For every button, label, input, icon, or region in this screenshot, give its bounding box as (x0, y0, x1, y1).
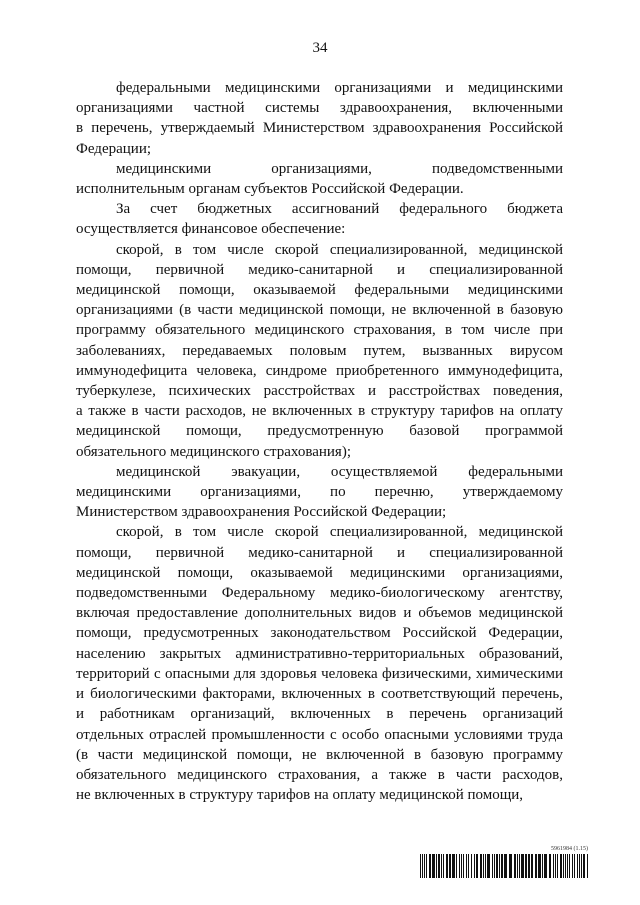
text-line: медицинской помощи, предусмотренную базовой программой (76, 423, 563, 440)
text-line: помощи, первичной медико-санитарной и специализированной (76, 261, 563, 278)
text-line: заболеваниях, передаваемых половым путем, вызванных вирусом (76, 342, 563, 359)
text-line: и биологическими факторами, включенных в соответствующий перечень, (76, 686, 563, 703)
paragraph (76, 522, 563, 805)
text-line: медицинской помощи, оказываемой медицинскими организациями, (76, 564, 563, 581)
paragraph (76, 199, 563, 239)
text-line: медицинской эвакуации, осуществляемой федеральными (116, 463, 563, 480)
text-line: (в части медицинской помощи, не включенной в базовую программу (76, 746, 563, 763)
text-line: исполнительным органам субъектов Российской Федерации. (76, 181, 464, 198)
text-line: иммунодефицита человека, синдроме приобретенного иммунодефицита, (76, 362, 563, 379)
text-line: медицинскими организациями, по перечню, утверждаемому (76, 484, 563, 501)
text-line: отдельных отраслей промышленности с особо опасными условиями труда (76, 726, 563, 743)
text-line: За счет бюджетных ассигнований федерального бюджета (116, 201, 563, 218)
text-line: федеральными медицинскими организациями и медицинскими (116, 80, 563, 96)
text-line: помощи, первичной медико-санитарной и специализированной (76, 544, 563, 561)
text-line: организациями (в части медицинской помощи, не включенной в базовую (76, 302, 563, 319)
barcode (420, 854, 588, 878)
text-line: в перечень, утверждаемый Министерством здравоохранения Российской (76, 120, 563, 137)
paragraph (76, 78, 563, 159)
paragraph (76, 159, 563, 199)
text-line: обязательного медицинского страхования); (76, 443, 351, 460)
text-line: Федерации; (76, 140, 152, 157)
text-line: организациями частной системы здравоохранения, включенными (76, 100, 563, 117)
text-line: а также в части расходов, не включенных в структуру тарифов на оплату (76, 403, 563, 420)
text-line: туберкулезе, психических расстройствах и расстройствах поведения, (76, 383, 563, 400)
text-line: включая предоставление дополнительных видов и объемов медицинской (76, 605, 563, 622)
text-line: помощи, предусмотренных законодательством Российской Федерации, (76, 625, 563, 642)
text-line: скорой, в том числе скорой специализированной, медицинской (116, 524, 563, 541)
text-line: не включенных в структуру тарифов на оплату медицинской помощи, (76, 787, 524, 804)
paragraph (76, 462, 563, 523)
text-line: осуществляется финансовое обеспечение: (76, 221, 346, 238)
text-line: подведомственными Федеральному медико-биологическому агентству, (76, 585, 563, 602)
document-stamp: 5961984 (1.15) (551, 846, 588, 852)
text-line: Министерством здравоохранения Российской Федерации; (76, 504, 447, 521)
text-line: медицинскими организациями, подведомственными (116, 160, 563, 177)
text-line: населению закрытых административно-территориальных образований, (76, 645, 563, 662)
text-line: программу обязательного медицинского страхования, в том числе при (76, 322, 563, 339)
text-line: медицинской помощи, оказываемой федеральными медицинскими (76, 282, 563, 299)
text-line: и работникам организаций, включенных в перечень организаций (76, 706, 563, 723)
paragraph (76, 240, 563, 462)
text-line: обязательного медицинского страхования, а также в части расходов, (76, 766, 563, 783)
text-line: территорий с опасными для здоровья человека физическими, химическими (76, 665, 563, 682)
page-number: 34 (312, 40, 328, 56)
document-body (76, 78, 563, 805)
text-line: скорой, в том числе скорой специализированной, медицинской (116, 241, 563, 258)
